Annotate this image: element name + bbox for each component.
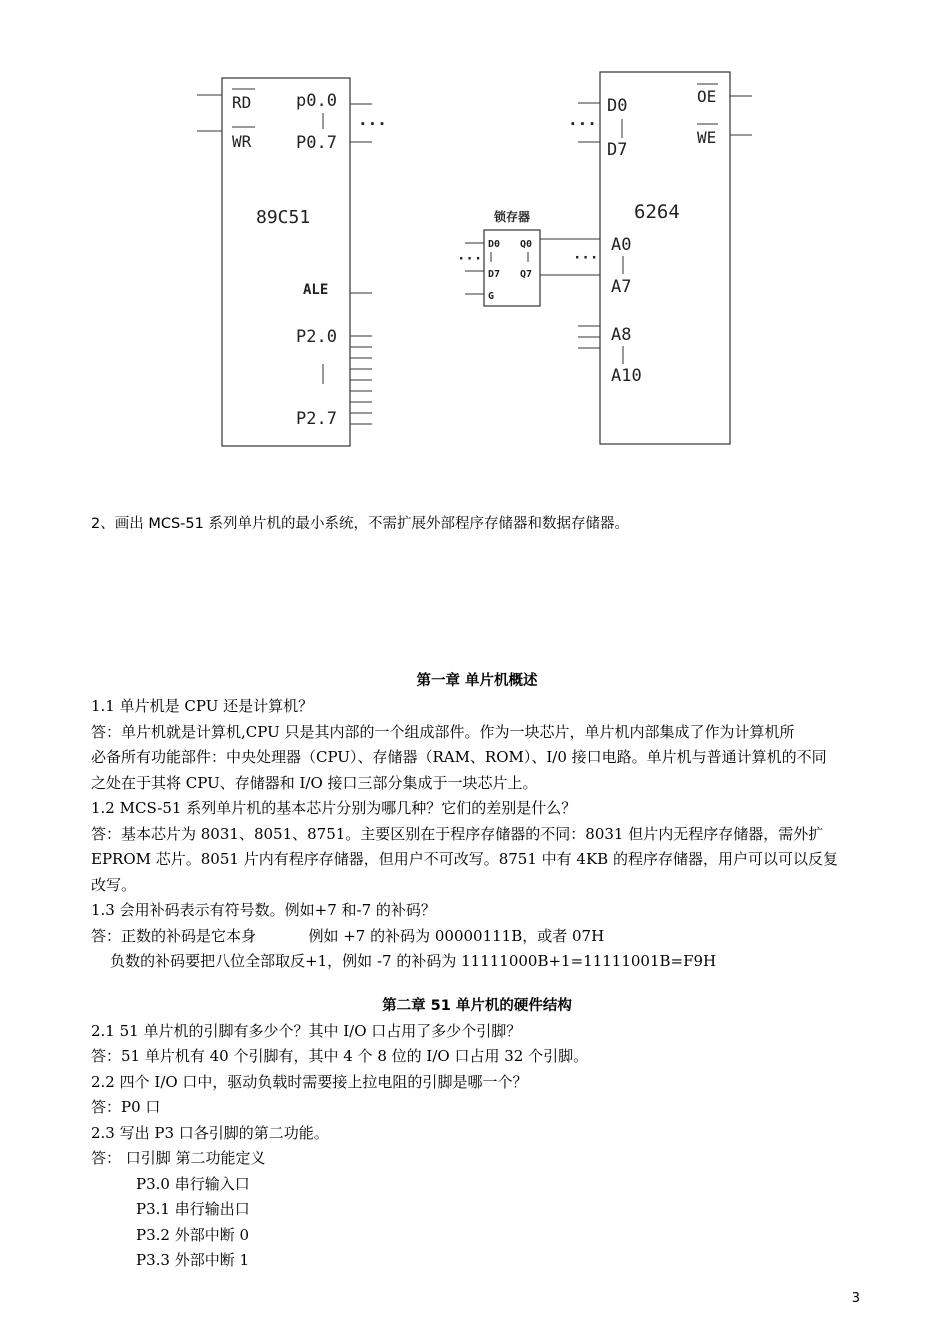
text-line: 答：P0 口 — [91, 1098, 161, 1116]
chapter-1-title: 第一章 单片机概述 — [416, 673, 538, 689]
latch-title: 锁存器 — [494, 210, 531, 224]
chapter-2-title: 第二章 51 单片机的硬件结构 — [382, 997, 572, 1014]
address-ellipsis: ··· — [573, 250, 599, 266]
text-line: 2.3 写出 P3 口各引脚的第二功能。 — [91, 1123, 329, 1142]
oe-label: OE — [697, 87, 717, 106]
data-ellipsis: ··· — [568, 114, 597, 133]
text-line: 1.2 MCS-51 系列单片机的基本芯片分别为哪几种？它们的差别是什么？ — [91, 799, 577, 817]
text-line: 答：基本芯片为 8031、8051、8751。主要区别在于程序存储器的不同：8031 但片内无程序存储器，需外扩 — [91, 824, 824, 843]
chip-89c51-name: 89C51 — [256, 207, 311, 228]
a8-a10-pin-lines — [578, 326, 600, 348]
latch-d0-label: D0 — [488, 239, 501, 250]
data-d7-label: D7 — [607, 140, 628, 160]
text-line: 答： 口引脚 第二功能定义 — [91, 1149, 266, 1167]
text-line: 答：正数的补码是它本身 例如 +7 的补码为 00000111B，或者 07H — [91, 926, 605, 945]
p2-bottom-label: P2.7 — [296, 409, 337, 429]
p2-pin-lines — [350, 336, 372, 424]
p3-function-item: P3.3 外部中断 1 — [136, 1251, 250, 1269]
text-line: 答：51 单片机有 40 个引脚有，其中 4 个 8 位的 I/O 口占用 32 个引脚。 — [91, 1047, 589, 1065]
latch-g-label: G — [488, 291, 495, 302]
latch-input-ellipsis: ··· — [457, 251, 483, 267]
p0-top-label: p0.0 — [296, 91, 337, 111]
latch-74ls373 — [457, 209, 600, 306]
p0-bottom-label: P0.7 — [296, 133, 337, 153]
we-label: WE — [697, 128, 717, 147]
wr-label: WR — [232, 132, 252, 151]
text-line: 答：单片机就是计算机,CPU 只是其内部的一个组成部件。作为一块芯片，单片机内部集成了作为计算机所 — [91, 722, 795, 741]
text-line: 2.2 四个 I/O 口中，驱动负载时需要接上拉电阻的引脚是哪一个？ — [91, 1072, 528, 1091]
a0-label: A0 — [611, 235, 632, 255]
p2-top-label: P2.0 — [296, 327, 337, 347]
chip-6264-name: 6264 — [634, 201, 680, 223]
text-line: EPROM 芯片。8051 片内有程序存储器，但用户不可改写。8751 中有 4KB 的程序存储器，用户可以可以反复 — [91, 850, 838, 868]
text-line: 1.3 会用补码表示有符号数。例如+7 和-7 的补码？ — [91, 901, 436, 919]
p3-function-item: P3.2 外部中断 0 — [136, 1225, 250, 1244]
rd-label: RD — [232, 93, 252, 112]
text-line: 改写。 — [91, 875, 137, 894]
latch-q7-label: Q7 — [520, 269, 533, 280]
data-d0-label: D0 — [607, 96, 628, 116]
a7-label: A7 — [611, 277, 632, 297]
circuit-diagram — [0, 0, 950, 470]
latch-q0-label: Q0 — [520, 239, 533, 250]
a10-label: A10 — [611, 366, 642, 386]
document-body — [91, 669, 863, 1274]
latch-d7-label: D7 — [488, 269, 501, 280]
text-line: 2.1 51 单片机的引脚有多少个？其中 I/O 口占用了多少个引脚？ — [91, 1021, 522, 1040]
page-number: 3 — [851, 1291, 860, 1306]
p0-ellipsis: ··· — [358, 114, 387, 133]
p3-function-item: P3.0 串行输入口 — [136, 1174, 250, 1193]
a8-label: A8 — [611, 325, 632, 345]
ale-label: ALE — [303, 282, 329, 298]
text-line: 必备所有功能部件：中央处理器（CPU）、存储器（RAM、ROM）、I/0 接口电路。单片机与普通计算机的不同 — [91, 748, 827, 766]
p3-function-item: P3.1 串行输出口 — [136, 1200, 250, 1218]
chip-89c51 — [197, 78, 387, 446]
spacer — [91, 975, 863, 994]
text-line: 之处在于其将 CPU、存储器和 I/O 接口三部分集成于一块芯片上。 — [91, 773, 538, 792]
text-line: 1.1 单片机是 CPU 还是计算机？ — [91, 697, 314, 715]
text-line: 负数的补码要把八位全部取反+1，例如 -7 的补码为 11111000B+1=11111001B=F9H — [91, 952, 717, 970]
question-2: 2、画出 MCS-51 系列单片机的最小系统，不需扩展外部程序存储器和数据存储器。 — [91, 516, 629, 532]
